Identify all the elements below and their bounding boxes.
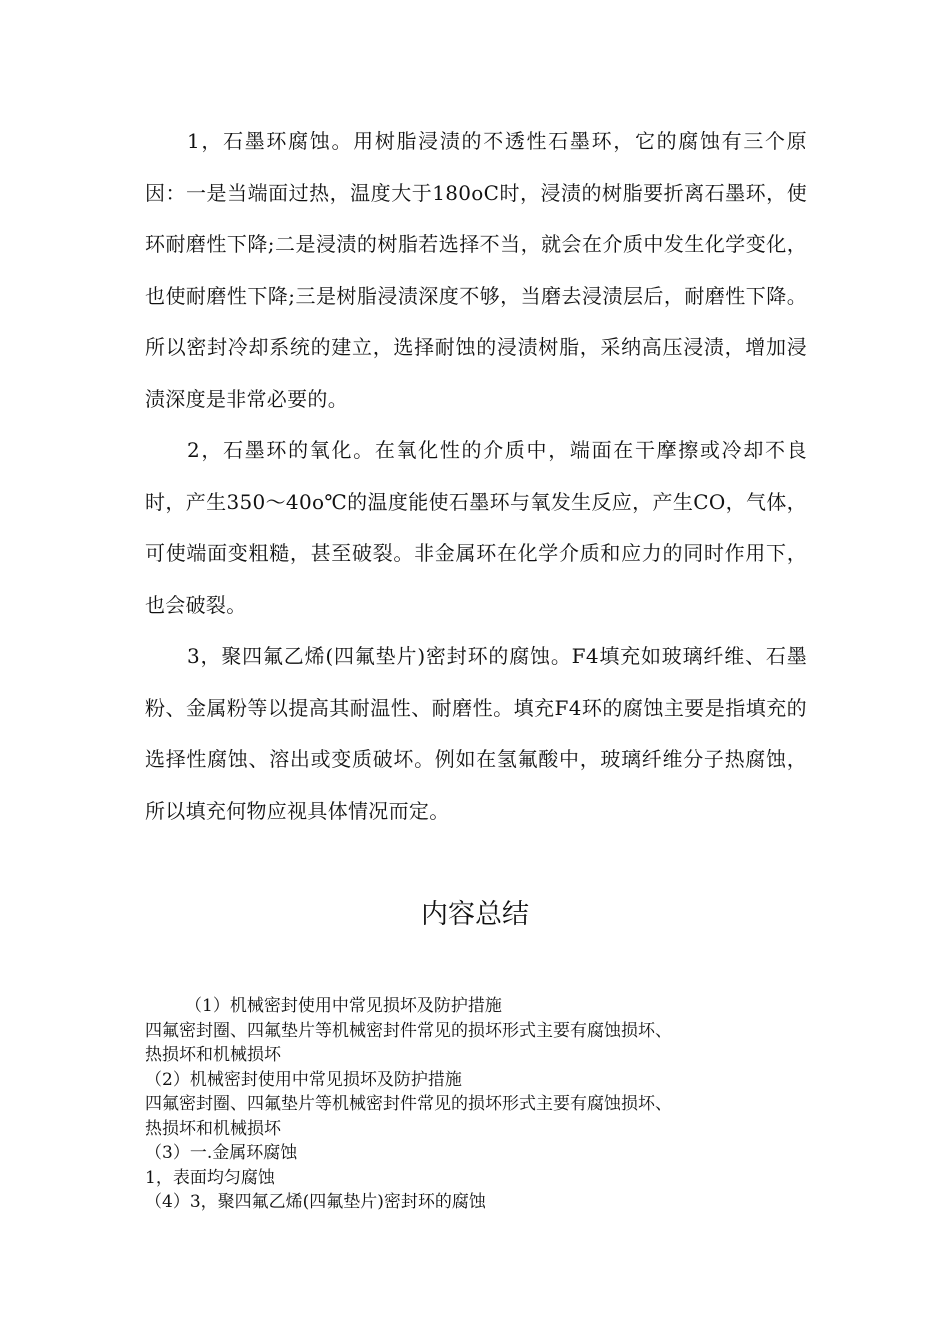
paragraph-graphite-ring-oxidation: 2，石墨环的氧化。在氧化性的介质中，端面在干摩擦或冷却不良时，产生350～40o℃的温度能使石墨环与氧发生反应，产生CO，气体，可使端面变粗糙，甚至破裂。非金属环在化学介质和应力的同时作用下，也会破裂。 (145, 438, 807, 617)
summary-item-1-text-cont: 热损坏和机械损坏 (145, 1045, 281, 1065)
summary-item-3-text: 1，表面均匀腐蚀 (145, 1167, 275, 1188)
paragraph-ptfe-ring-corrosion: 3，聚四氟乙烯(四氟垫片)密封环的腐蚀。F4填充如玻璃纤维、石墨粉、金属粉等以提高其耐温性、耐磨性。填充F4环的腐蚀主要是指填充的选择性腐蚀、溶出或变质破坏。例如在氢氟酸中，玻璃纤维分子热腐蚀，所以填充何物应视具体情况而定。 (145, 644, 807, 823)
body-text (145, 116, 807, 837)
summary-item-2-text-cont: 热损坏和机械损坏 (145, 1118, 281, 1139)
summary-item-2-heading: （2）机械密封使用中常见损坏及防护措施 (145, 1069, 462, 1090)
summary-item-4-heading: （4）3，聚四氟乙烯(四氟垫片)密封环的腐蚀 (145, 1192, 486, 1212)
summary-item-1-heading: （1）机械密封使用中常见损坏及防护措施 (185, 996, 502, 1016)
summary-item-1-text: 四氟密封圈、四氟垫片等机械密封件常见的损坏形式主要有腐蚀损坏、 (145, 1020, 672, 1041)
paragraph-graphite-ring-corrosion: 1，石墨环腐蚀。用树脂浸渍的不透性石墨环，它的腐蚀有三个原因：一是当端面过热，温度大于180oC时，浸渍的树脂要折离石墨环，使环耐磨性下降;二是浸渍的树脂若选择不当，就会在介质中发生化学变化，也使耐磨性下降;三是树脂浸渍深度不够，当磨去浸渍层后，耐磨性下降。所以密封冷却系统的建立，选择耐蚀的浸渍树脂，采纳高压浸渍，增加浸渍深度是非常必要的。 (145, 129, 807, 411)
summary-item-3-heading: （3）一.金属环腐蚀 (145, 1143, 298, 1163)
summary-item-2-text: 四氟密封圈、四氟垫片等机械密封件常见的损坏形式主要有腐蚀损坏、 (145, 1094, 672, 1114)
summary-list (145, 994, 805, 1215)
summary-title: 内容总结 (421, 899, 529, 930)
